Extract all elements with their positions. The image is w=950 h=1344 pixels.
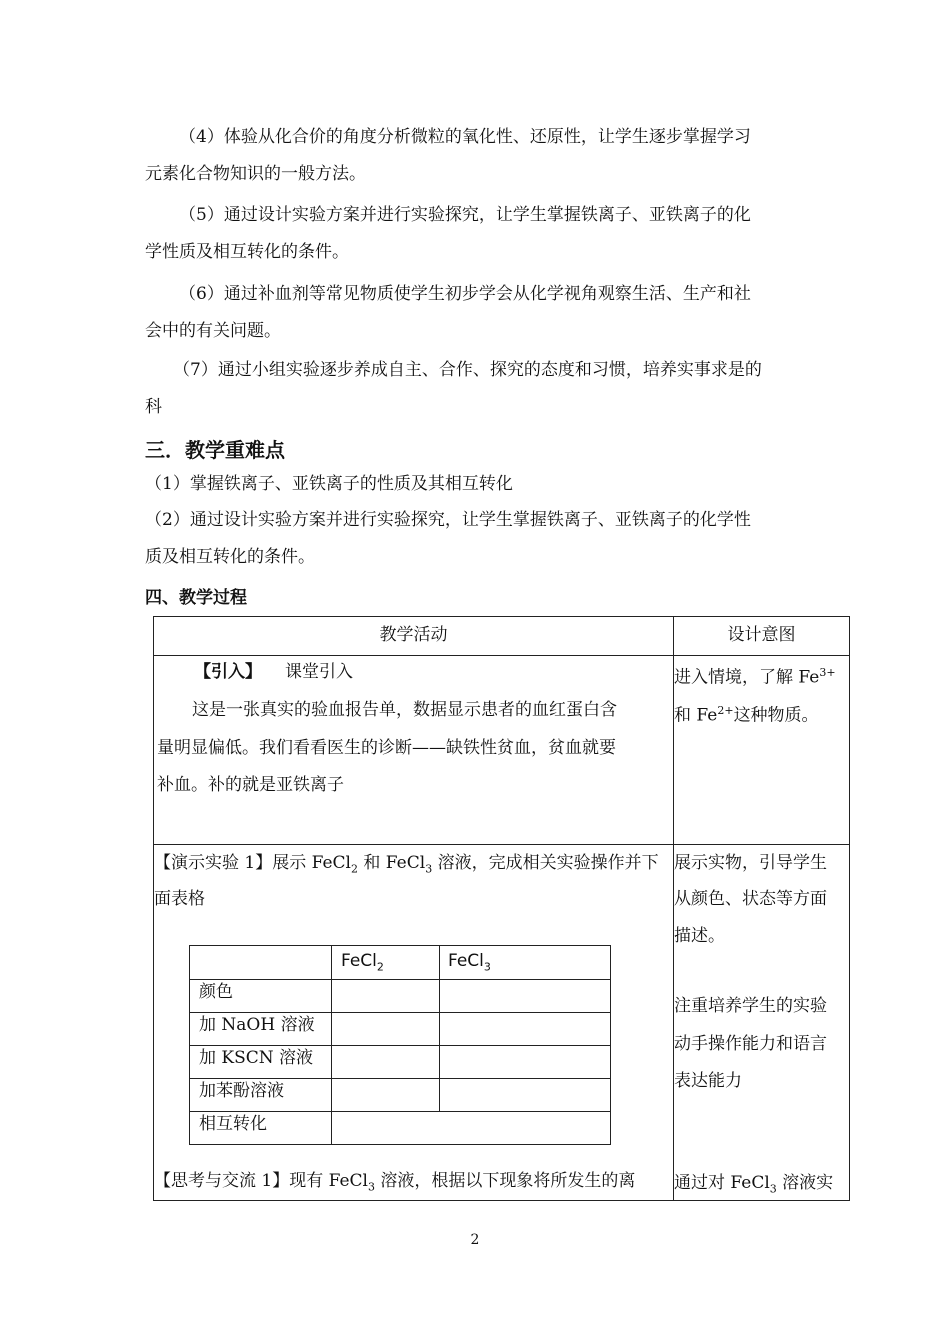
section-3-heading: 三．教学重难点 <box>145 438 285 462</box>
intro-line-1: 这是一张真实的验血报告单，数据显示患者的血红蛋白含 <box>192 700 617 720</box>
inner-row-naoh: 加 NaOH 溶液 <box>199 1015 315 1035</box>
intent-2-line2: 从颜色、状态等方面 <box>674 889 827 909</box>
inner-row-conversion: 相互转化 <box>199 1114 267 1134</box>
intent-2-line3: 描述。 <box>674 926 725 946</box>
intent-1-line2: 和 $Fe^{2+}$这种物质。 <box>674 704 819 726</box>
objective-6-line2: 会中的有关问题。 <box>145 321 281 341</box>
inner-header-fecl2: FeCl$_2$ <box>341 951 384 974</box>
intent-3-line1: 注重培养学生的实验 <box>674 996 827 1016</box>
demo-line-2: 面表格 <box>154 889 205 909</box>
inner-row-kscn: 加 KSCN 溶液 <box>199 1048 314 1068</box>
intent-3-line3: 表达能力 <box>674 1071 742 1091</box>
inner-row-color: 颜色 <box>199 982 233 1002</box>
page-number: 2 <box>470 1232 480 1248</box>
objective-7-line1: （7）通过小组实验逐步养成自主、合作、探究的态度和习惯，培养实事求是的 <box>173 360 762 380</box>
intent-2-line1: 展示实物，引导学生 <box>674 853 827 873</box>
intent-3-line2: 动手操作能力和语言 <box>674 1034 827 1054</box>
inner-row-phenol: 加苯酚溶液 <box>199 1081 284 1101</box>
section-4-heading: 四、教学过程 <box>145 588 247 608</box>
intro-line-3: 补血。补的就是亚铁离子 <box>157 775 344 795</box>
header-teaching-activity: 教学活动 <box>379 625 448 645</box>
objective-6-line1: （6）通过补血剂等常见物质使学生初步学会从化学视角观察生活、生产和社 <box>179 284 751 304</box>
inner-col-divider-2 <box>439 946 440 1111</box>
inner-header-fecl3: FeCl$_3$ <box>448 951 491 974</box>
teaching-process-table <box>153 616 850 1201</box>
think-discuss-line: 【思考与交流 1】现有 FeCl$_3$ 溶液，根据以下现象将所发生的离 <box>154 1171 636 1194</box>
objective-4-line1: （4）体验从化合价的角度分析微粒的氧化性、还原性，让学生逐步掌握学习 <box>179 127 751 147</box>
intro-title: 课堂引入 <box>285 662 353 682</box>
intent-1-line1: 进入情境，了解 $Fe^{3+}$ <box>674 666 836 688</box>
intro-line-2: 量明显偏低。我们看看医生的诊断——缺铁性贫血，贫血就要 <box>157 738 616 758</box>
objective-7-line2: 科 <box>145 397 162 417</box>
section-3-item-2-line1: （2）通过设计实验方案并进行实验探究，让学生掌握铁离子、亚铁离子的化学性 <box>145 510 751 530</box>
section-3-item-2-line2: 质及相互转化的条件。 <box>145 547 315 567</box>
objective-4-line2: 元素化合物知识的一般方法。 <box>145 164 366 184</box>
intro-tag: 【引入】 <box>194 662 262 682</box>
section-3-item-1: （1）掌握铁离子、亚铁离子的性质及其相互转化 <box>145 474 513 494</box>
objective-5-line1: （5）通过设计实验方案并进行实验探究，让学生掌握铁离子、亚铁离子的化 <box>179 205 751 225</box>
intent-4-line1: 通过对 FeCl$_3$ 溶液实 <box>674 1173 834 1196</box>
inner-row-divider <box>190 979 610 980</box>
objective-5-line2: 学性质及相互转化的条件。 <box>145 242 349 262</box>
demo-line-1: 【演示实验 1】展示 FeCl$_2$ 和 FeCl$_3$ 溶液，完成相关实验操作并下 <box>154 853 659 876</box>
experiment-results-table <box>189 945 611 1145</box>
header-design-intent: 设计意图 <box>727 625 796 645</box>
